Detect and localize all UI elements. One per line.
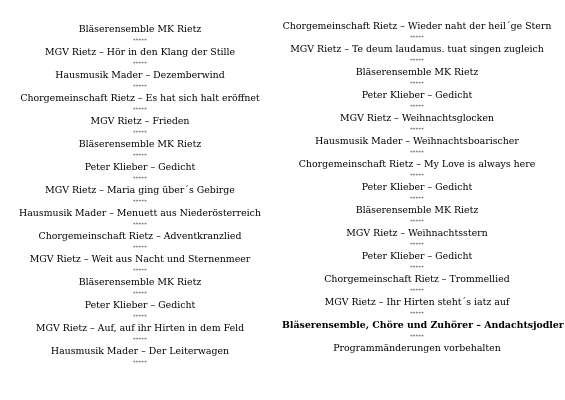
program-left-column [5,24,275,369]
separator-stars: ***** [133,199,147,205]
separator-stars: ***** [133,176,147,182]
separator-stars: ***** [410,81,424,87]
separator-stars: ***** [410,242,424,248]
program-item: MGV Rietz – Te deum laudamus. tuat singen zugleich [290,44,544,55]
separator-stars: ***** [133,360,147,366]
separator-stars: ***** [133,38,147,44]
program-item: Bläserensemble, Chöre und Zuhörer – Andachtsjodler [282,320,564,331]
program-item: MGV Rietz – Weihnachtsstern [346,228,488,239]
separator-stars: ***** [410,150,424,156]
separator-stars: ***** [410,288,424,294]
separator-stars: ***** [410,104,424,110]
separator-stars: ***** [410,173,424,179]
program-item: Peter Klieber – Gedicht [361,90,473,101]
separator-stars: ***** [410,334,424,340]
separator-stars: ***** [133,84,147,90]
program-item: Chorgemeinschaft Rietz – Wieder naht der heil´ge Stern [282,21,552,32]
program-item: MGV Rietz – Hör in den Klang der Stille [44,47,236,58]
separator-stars: ***** [133,337,147,343]
separator-stars: ***** [410,265,424,271]
program-item: Peter Klieber – Gedicht [361,251,473,262]
program-item: Chorgemeinschaft Rietz – Adventkranzlied [38,231,242,242]
program-item: Chorgemeinschaft Rietz – Trommellied [324,274,510,285]
separator-stars: ***** [133,61,147,67]
separator-stars: ***** [133,107,147,113]
program-item: Chorgemeinschaft Rietz – My Love is always here [298,159,536,170]
separator-stars: ***** [410,127,424,133]
program-item: MGV Rietz – Maria ging über´s Gebirge [45,185,235,196]
program-item: Bläserensemble MK Rietz [78,24,202,35]
program-item: Hausmusik Mader – Menuett aus Niederösterreich [19,208,261,219]
program-item: MGV Rietz – Frieden [90,116,190,127]
program-item: Bläserensemble MK Rietz [355,67,479,78]
program-item: Hausmusik Mader – Dezemberwind [55,70,225,81]
program-item: Hausmusik Mader – Weihnachtsboarischer [315,136,519,147]
program-item: Chorgemeinschaft Rietz – Es hat sich halt eröffnet [20,93,260,104]
program-item: Peter Klieber – Gedicht [361,182,473,193]
separator-stars: ***** [133,268,147,274]
program-item: Bläserensemble MK Rietz [355,205,479,216]
program-item: Hausmusik Mader – Der Leiterwagen [50,346,230,357]
program-item: Peter Klieber – Gedicht [84,300,196,311]
separator-stars: ***** [133,153,147,159]
program-item: MGV Rietz – Weit aus Nacht und Sternenmeer [29,254,251,265]
program-item: MGV Rietz – Auf, auf ihr Hirten in dem Feld [35,323,245,334]
separator-stars: ***** [410,219,424,225]
separator-stars: ***** [410,35,424,41]
separator-stars: ***** [133,222,147,228]
separator-stars: ***** [410,311,424,317]
separator-stars: ***** [410,196,424,202]
program-right-column [282,21,564,355]
program-item: Bläserensemble MK Rietz [78,277,202,288]
program-item: Peter Klieber – Gedicht [84,162,196,173]
separator-stars: ***** [410,58,424,64]
program-item: Bläserensemble MK Rietz [78,139,202,150]
separator-stars: ***** [133,291,147,297]
separator-stars: ***** [133,245,147,251]
program-item: Programmänderungen vorbehalten [333,343,501,354]
program-item: MGV Rietz – Ihr Hirten steht´s iatz auf [324,297,510,308]
separator-stars: ***** [133,130,147,136]
separator-stars: ***** [133,314,147,320]
program-item: MGV Rietz – Weihnachtsglocken [340,113,494,124]
